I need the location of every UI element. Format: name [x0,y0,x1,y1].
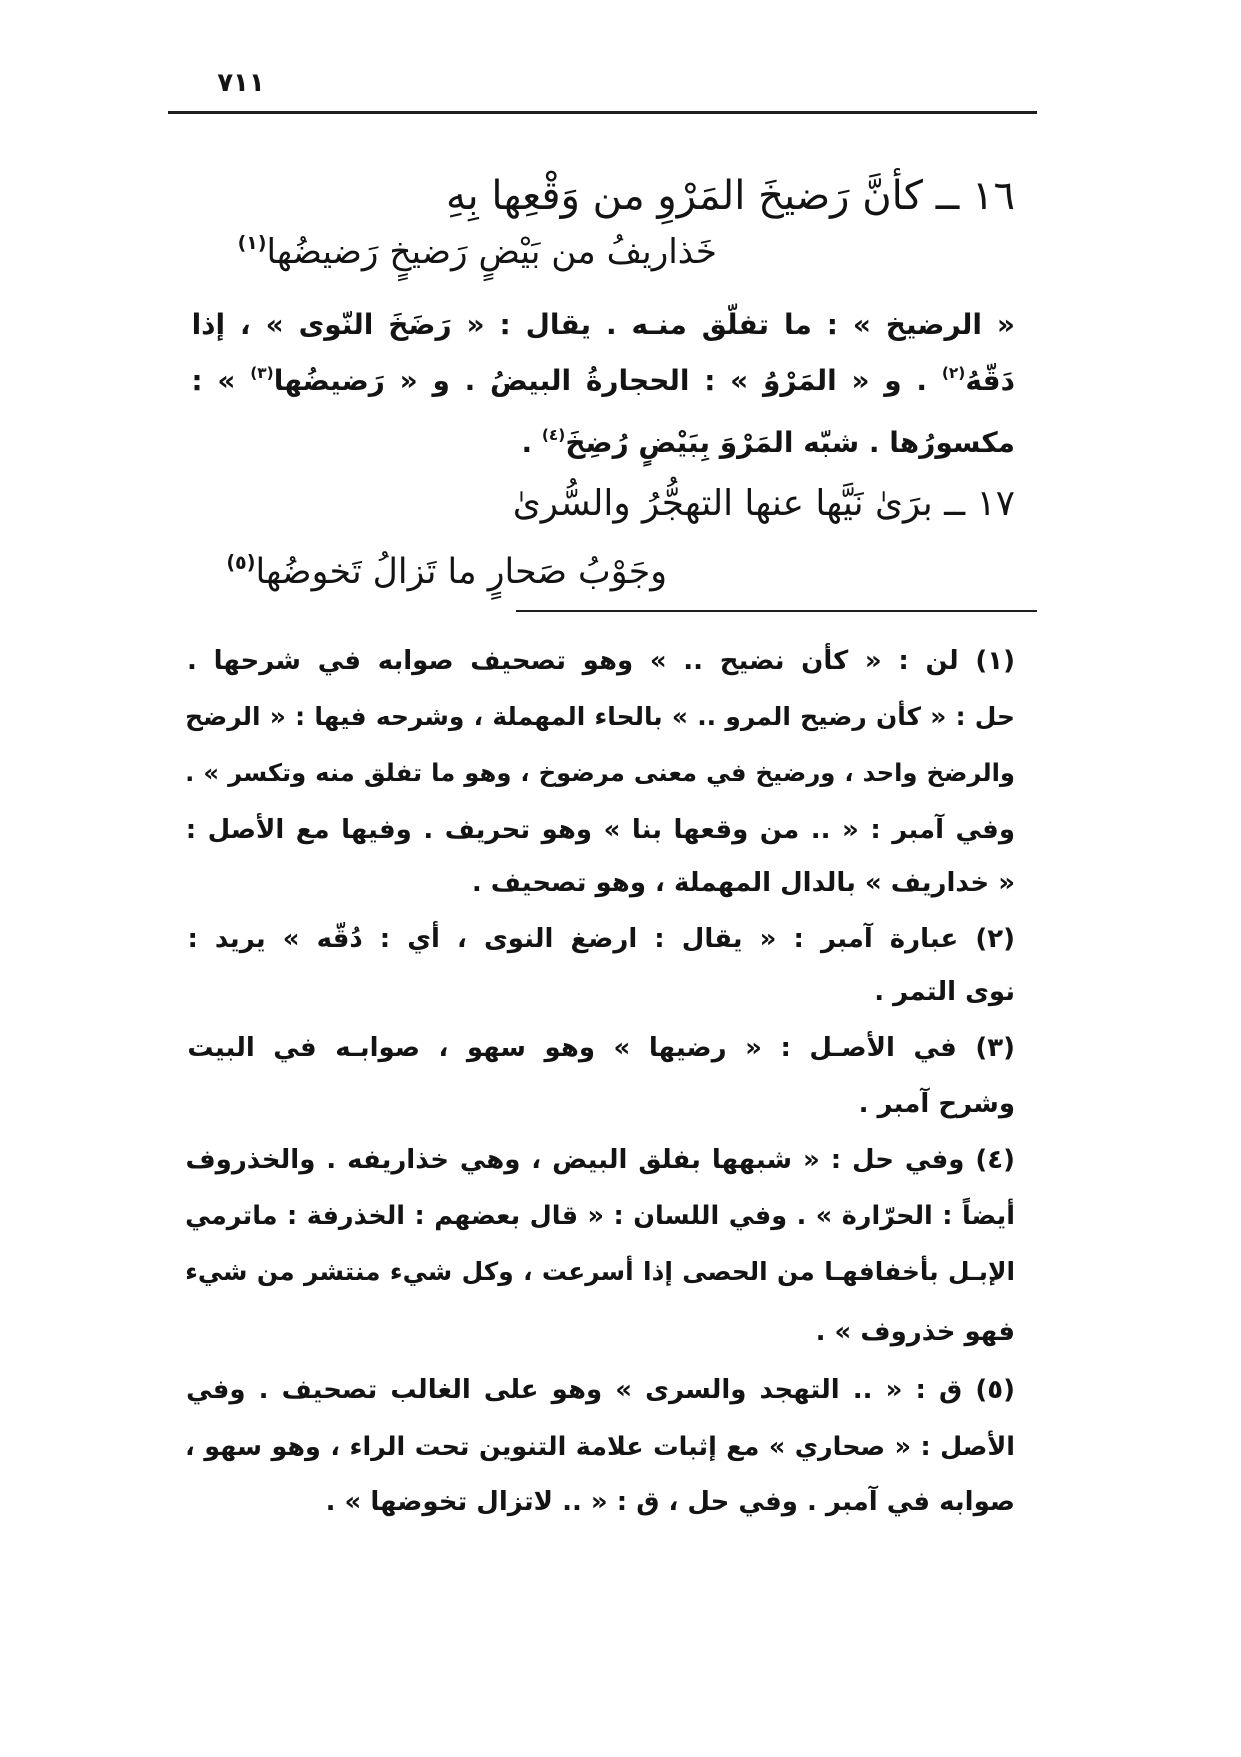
footnote-ref-2: (٢) [941,364,966,383]
footnote-1-text: والرضخ واحد ، ورضيخ في معنى مرضوخ ، وهو ما تفلق منه وتكسر » . [185,758,1015,787]
footnote-rule [516,610,1037,612]
footnote-ref-3: (٣) [250,364,274,383]
footnote-ref-5: (٥) [226,550,256,574]
verse-16-line-1 [443,168,1015,224]
footnote-4-line-2 [185,1188,1015,1244]
footnote-5-text: ق : « .. التهجد والسرى » وهو على الغالب تصحيف . وفي [186,1375,963,1405]
verse-16-hemistich-1: كأنَّ رَضيخَ المَرْوِ من وَقْعِها بِهِ [446,173,923,219]
footnote-4-text: فهو خذروف » . [815,1317,1015,1347]
footnote-2-line-1 [185,911,1015,967]
footnote-4-line-4 [185,1304,1015,1360]
footnote-5-label: (٥) [975,1375,1015,1405]
footnote-4-text: الإبـل بأخفافهـا من الحصى إذا أسرعت ، وكل شيء منتشر من شيء [185,1257,1015,1286]
footnote-ref-1: (١) [237,231,267,254]
footnote-2-text: نوى التمر . [874,977,1015,1007]
page-number: ٧١١ [217,68,265,98]
commentary-16-text-3b: . [521,426,542,459]
footnote-1-line-3 [185,745,1015,801]
footnote-1-text: وفي آمبر : « .. من وقعها بنا » وهو تحريف . وفيها مع الأصل : [185,815,1015,845]
footnote-2-label: (٢) [975,924,1015,954]
footnote-3-text: وشرح آمبر . [858,1089,1015,1119]
footnote-5-text: صوابه في آمبر . وفي حل ، ق : « .. لاتزال تخوضها » . [325,1487,1015,1517]
commentary-16-text-2c: » : [191,364,251,397]
verse-17-hemistich-1: برَىٰ نَيَّها عنها التهجُّرُ والسُّرىٰ [512,483,933,524]
verse-16-hemistich-2: خَذاريفُ من بَيْضٍ رَضيخٍ رَضيضُها [266,232,717,272]
footnote-1-text: لن : « كأن نضيح .. » وهو تصحيف صوابه في شرحها . [187,646,959,676]
commentary-16-line-2 [190,353,1015,409]
footnote-2-text: عبارة آمبر : « يقال : ارضغ النوى ، أي : دُقّه » يريد : [187,924,959,954]
verse-17-number: ١٧ ــ [944,483,1015,524]
verse-16-line-2 [235,224,717,280]
header-rule [168,111,1037,114]
verse-17-line-1 [510,476,1015,532]
footnote-1-line-5 [185,855,1015,911]
footnote-4-line-3 [185,1244,1015,1300]
footnote-1-label: (١) [975,646,1015,676]
footnote-4-line-1 [185,1132,1015,1188]
footnote-3-label: (٣) [975,1033,1015,1063]
commentary-16-text-3a: مكسورُها . شبّه المَرْوَ بِبَيْضٍ رُضِخَ [565,426,1015,459]
footnote-4-label: (٤) [975,1145,1015,1175]
verse-16-number: ١٦ ــ [935,173,1015,219]
commentary-16-text-1: « الرضيخ » : ما تفلّق منـه . يقال : « رَضَخَ النّوى » ، إذا [191,308,1015,341]
commentary-16-text-2b: . و « المَرْوُ » : الحجارةُ البيضُ . و « رَضيضُها [273,364,942,397]
footnote-5-line-3 [185,1474,1015,1530]
footnote-5-line-2 [185,1418,1015,1474]
footnote-4-text: وفي حل : « شبهها بفلق البيض ، وهي خذاريفه . والخذروف [185,1145,965,1175]
footnote-1-line-4 [185,802,1015,858]
footnote-1-text: حل : « كأن رضيح المرو .. » بالحاء المهملة ، وشرحه فيها : « الرضح [185,702,1015,731]
footnote-3-line-2 [185,1076,1015,1132]
footnote-5-text: الأصل : « صحاري » مع إثبات علامة التنوين تحت الراء ، وهو سهو ، [185,1431,1015,1461]
footnote-1-text: « خداريف » بالدال المهملة ، وهو تصحيف . [471,868,1015,898]
footnote-1-line-2 [185,689,1015,745]
footnote-4-text: أيضاً : الحرّارة » . وفي اللسان : « قال بعضهم : الخذرفة : ماترمي [185,1201,1015,1231]
footnote-ref-4: (٤) [541,426,566,445]
footnote-5-line-1 [185,1362,1015,1418]
verse-17-hemistich-2: وجَوْبُ صَحارٍ ما تَزالُ تَخوضُها [255,552,667,592]
verse-17-line-2 [224,544,667,600]
footnote-1-line-1 [185,633,1015,689]
commentary-16-line-3 [190,415,1015,471]
footnote-3-text: في الأصـل : « رضيها » وهو سهو ، صوابـه في البيت [187,1033,957,1063]
commentary-16-line-1 [190,297,1015,353]
commentary-16-text-2a: دَقّهُ [965,364,1015,397]
footnote-2-line-2 [185,964,1015,1020]
footnote-3-line-1 [185,1020,1015,1076]
